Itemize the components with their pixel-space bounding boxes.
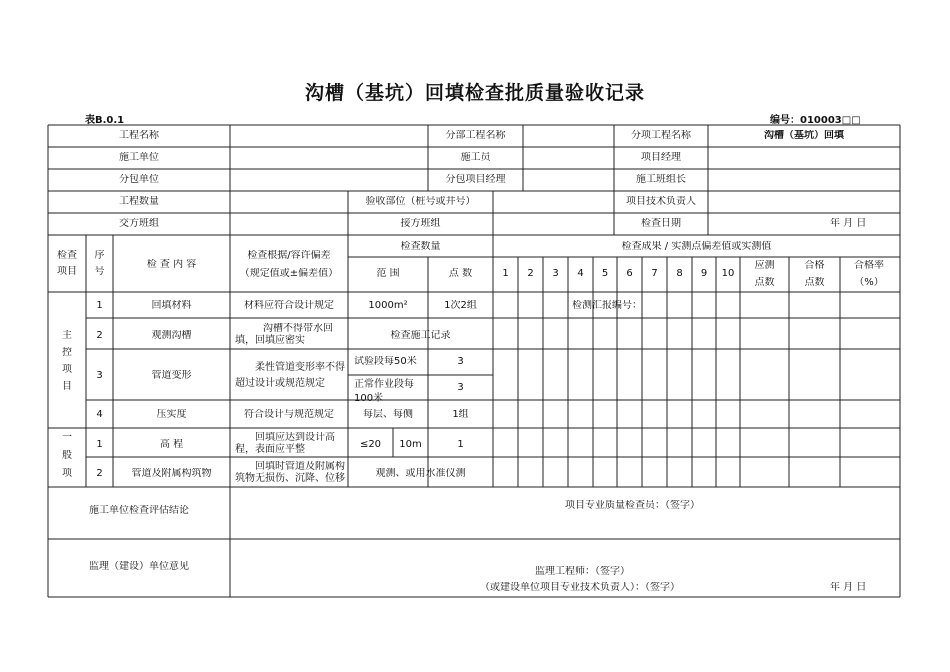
general-1-points: 1 [457,439,464,450]
header-quantity: 检查数量 [400,241,441,252]
main-3-basis: 柔性管道变形率不得超过设计或规范规定 [235,362,345,389]
general-1-seq: 1 [96,439,103,450]
main-3-range-a: 试验段每50米 [354,356,417,367]
header-points: 点 数 [448,268,473,279]
header-basis-1: 检查根据/容许偏差 [247,250,331,261]
general-label-3: 项 [62,468,72,479]
serial-number: 编号：010003□□ [770,115,861,126]
label-tech-lead: 项目技术负责人 [626,196,696,207]
main-label-3: 项 [62,364,72,375]
main-label-4: 目 [62,381,72,392]
label-division-name: 分部工程名称 [445,130,506,141]
label-project-name: 工程名称 [119,130,159,141]
main-4-range: 每层、每侧 [363,409,413,420]
table-number: 表B.0.1 [85,115,125,126]
main-4-seq: 4 [96,409,103,420]
label-sub-manager: 分包项目经理 [445,174,506,185]
general-2-quantity: 观测、或用水准仪测 [375,468,466,479]
page-title: 沟槽（基坑）回填检查批质量验收记录 [304,82,645,104]
opinion-sign-2: （或建设单位项目专业技术负责人）：（签字） [480,582,680,593]
header-range: 范 围 [376,268,400,279]
label-check-date: 检查日期 [641,218,681,229]
header-qualified-2: 点数 [804,277,825,288]
header-basis-2: （规定值或±偏差值） [239,268,339,279]
header-qualified-1: 合格 [804,260,825,271]
header-rate-2: （%） [854,277,884,288]
main-3-seq: 3 [96,370,103,381]
header-num-3: 3 [552,268,559,279]
main-4-basis: 符合设计与规范规定 [244,409,334,420]
general-2-seq: 2 [96,468,103,479]
conclusion-sign: 项目专业质量检查员：（签字） [565,500,700,511]
header-num-6: 6 [626,268,633,279]
header-num-2: 2 [527,268,534,279]
general-label-2: 般 [62,450,72,461]
main-3-range-b: 正常作业段每100米 [354,379,414,402]
opinion-label: 监理（建设）单位意见 [89,561,189,572]
conclusion-label: 施工单位检查评估结论 [89,505,189,516]
main-2-basis: 沟槽不得带水回填，回填应密实 [235,323,333,346]
date-fill: 年 月 日 [830,218,867,229]
header-check-item-2: 项目 [57,266,77,277]
main-1-content: 回填材料 [151,300,192,311]
main-4-content: 压实度 [156,409,187,420]
general-1-range-b: 10m [399,439,422,450]
general-1-range-a: ≤20 [359,439,382,450]
label-work-quantity: 工程数量 [119,196,159,207]
main-2-content: 观测沟槽 [151,330,192,341]
main-1-points: 1次2组 [444,300,477,311]
main-3-content: 管道变形 [151,370,192,381]
label-handover-team: 交方班组 [119,218,159,229]
header-should-1: 应测 [754,260,775,271]
opinion-sign-1: 监理工程师：（签字） [535,566,630,577]
header-seq-2: 号 [94,266,105,277]
header-num-5: 5 [601,268,609,279]
general-1-content: 高 程 [159,439,184,450]
header-num-4: 4 [577,268,584,279]
main-4-points: 1组 [452,409,469,420]
header-should-2: 点数 [754,277,775,288]
general-2-basis: 回填时管道及附属构筑物无损伤、沉降、位移 [235,461,345,484]
header-num-8: 8 [676,268,683,279]
main-3-points-a: 3 [457,356,464,367]
header-num-9: 9 [700,268,708,279]
header-results: 检查成果 / 实测点偏差值或实测值 [621,241,772,252]
header-num-10: 10 [721,268,735,279]
general-1-basis: 回填应达到设计高程，表面应平整 [235,432,335,455]
opinion-date: 年 月 日 [830,582,867,593]
subitem-value: 沟槽（基坑）回填 [764,130,844,141]
header-num-1: 1 [502,268,509,279]
main-label-2: 控 [62,347,72,358]
main-1-basis: 材料应符合设计规定 [244,300,334,311]
label-subitem-name: 分项工程名称 [631,130,691,141]
main-1-range: 1000m² [368,300,408,311]
general-2-content: 管道及附属构筑物 [131,468,212,479]
label-sub-unit: 分包单位 [119,174,159,185]
header-num-7: 7 [651,268,658,279]
label-receive-team: 接方班组 [400,218,441,229]
main-1-seq: 1 [96,300,103,311]
main-label-1: 主 [62,330,72,341]
header-rate-1: 合格率 [854,260,884,271]
header-content: 检 查 内 容 [146,259,197,270]
header-seq-1: 序 [94,250,105,261]
label-construction-worker: 施工员 [460,152,491,163]
main-1-note: 检测汇报编号： [572,300,642,311]
label-project-manager: 项目经理 [641,152,681,163]
header-check-item-1: 检查 [57,250,77,261]
main-2-quantity: 检查施工记录 [390,330,451,341]
main-3-points-b: 3 [457,382,464,393]
label-team-leader: 施工班组长 [636,174,686,185]
label-acceptance-part: 验收部位（桩号或井号） [365,196,476,207]
main-2-seq: 2 [96,330,103,341]
label-construction-unit: 施工单位 [119,152,159,163]
general-label-1: 一 [62,432,72,443]
